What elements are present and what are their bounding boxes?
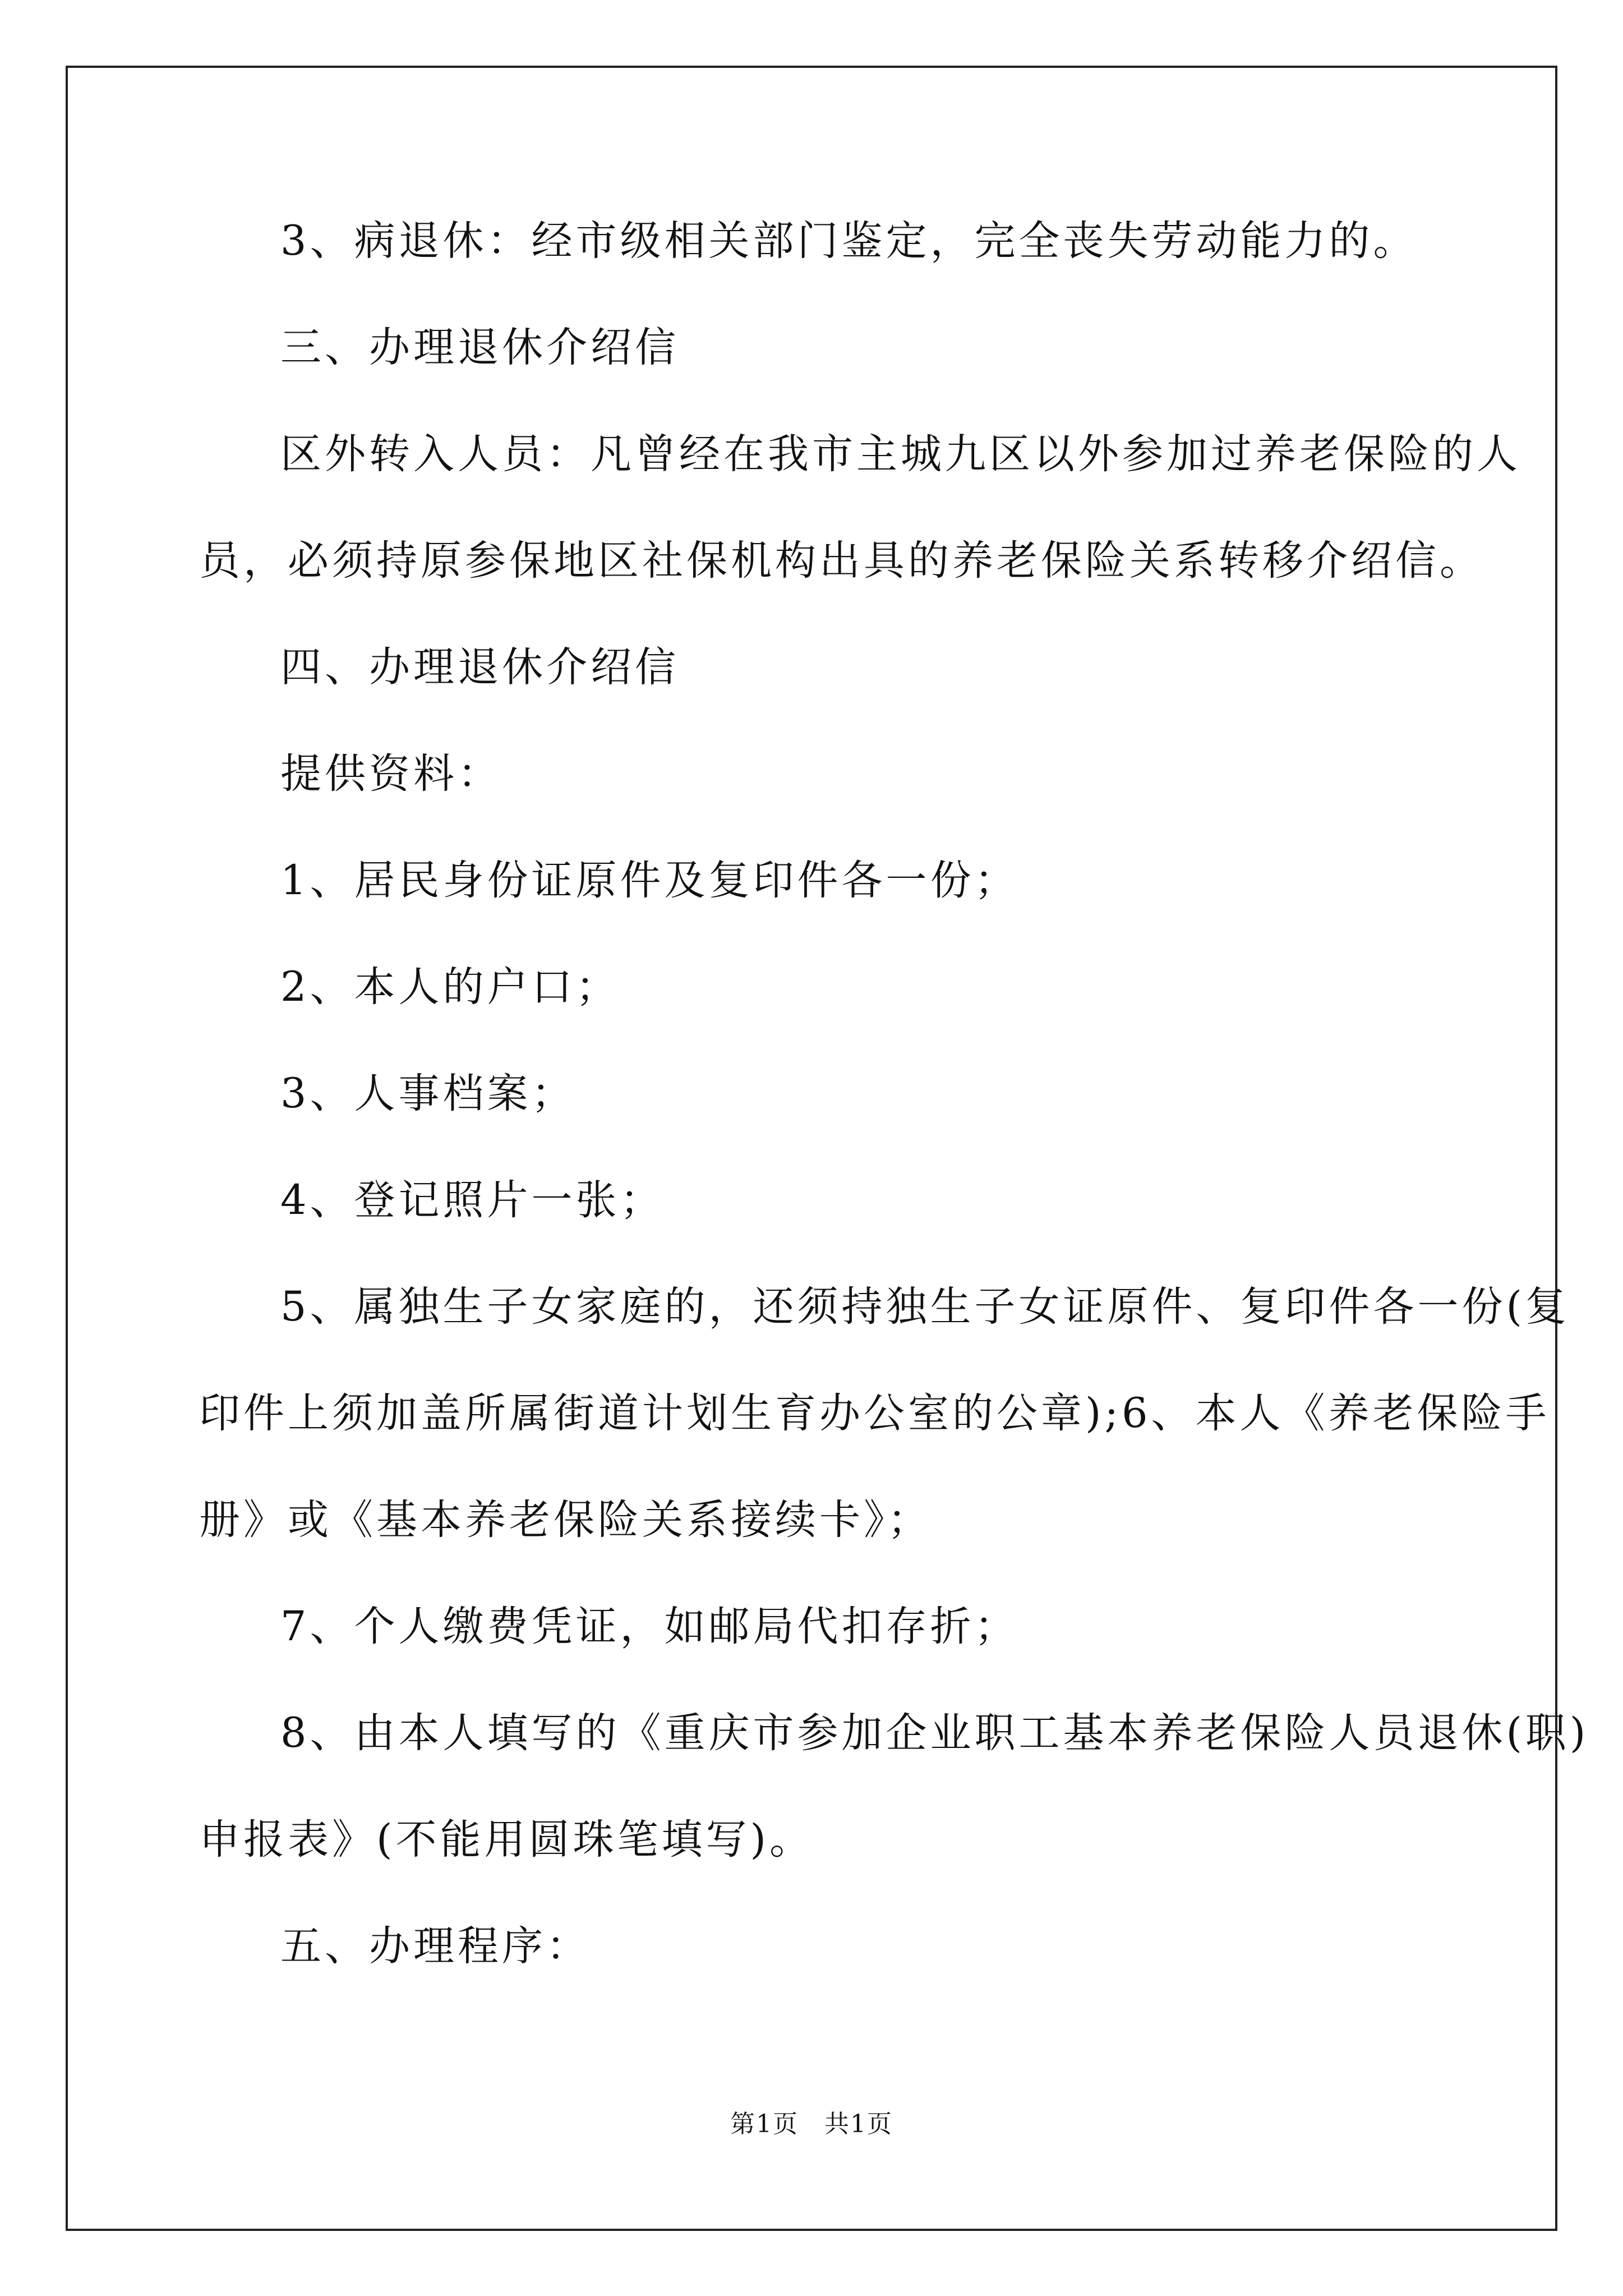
section-heading: 三、办理退休介绍信	[280, 324, 679, 371]
text-line: 提供资料：	[280, 750, 502, 798]
text-line: 3、病退休：经市级相关部门鉴定，完全丧失劳动能力的。	[280, 217, 1418, 265]
list-item: 7、个人缴费凭证，如邮局代扣存折；	[280, 1603, 1019, 1650]
list-item: 2、本人的户口；	[280, 963, 620, 1011]
text-line: 申报表》(不能用圆珠笔填写)。	[199, 1816, 814, 1864]
text-line: 印件上须加盖所属街道计划生育办公室的公章);6、本人《养老保险手	[199, 1389, 1550, 1437]
list-item: 4、登记照片一张；	[280, 1176, 665, 1224]
section-heading: 五、办理程序：	[280, 1922, 591, 1970]
text-line: 册》或《基本养老保险关系接续卡》；	[199, 1496, 932, 1544]
text-line: 员，必须持原参保地区社保机构出具的养老保险关系转移介绍信。	[199, 537, 1484, 585]
text-line: 区外转入人员：凡曾经在我市主城九区以外参加过养老保险的人	[280, 430, 1521, 478]
list-item: 3、人事档案；	[280, 1070, 576, 1117]
section-heading: 四、办理退休介绍信	[280, 643, 679, 691]
list-item: 8、由本人填写的《重庆市参加企业职工基本养老保险人员退休(职)	[280, 1709, 1589, 1757]
page-footer: 第1页 共1页	[730, 2110, 893, 2138]
page-border	[66, 66, 1557, 2231]
list-item: 1、居民身份证原件及复印件各一份；	[280, 857, 1019, 904]
list-item: 5、属独生子女家庭的，还须持独生子女证原件、复印件各一份(复	[280, 1283, 1570, 1331]
